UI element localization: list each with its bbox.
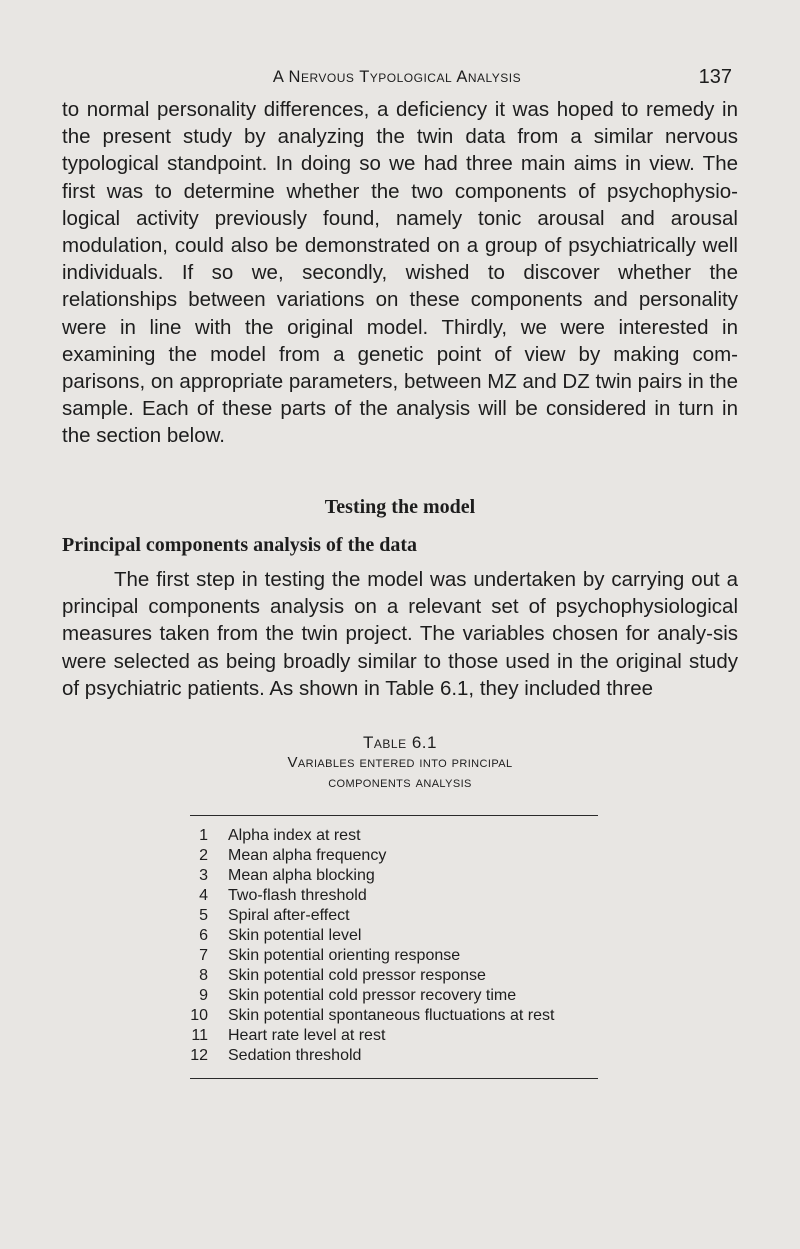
row-label: Sedation threshold: [228, 1047, 362, 1064]
table-row: [180, 986, 610, 1006]
row-label: Spiral after-effect: [228, 907, 350, 924]
table-row: [180, 966, 610, 986]
row-label: Mean alpha blocking: [228, 867, 375, 884]
row-number: 10: [190, 1007, 208, 1024]
body-paragraph: to normal personality differences, a deficiency it was hoped to remedy in the present study by analyzing the twin data from a similar nervous typological standpoint. In doing so we had three main aims in view. The first was to determine whether the two components of psychophysio-logical activity previously found, namely tonic arousal and arousal modulation, could also be demonstrated on a group of psychiatrically well individuals. If so we, secondly, wished to discover whether the relationships between variations on these components and personality were in line with the original model. Thirdly, we were interested in examining the model from a genetic point of view by making com-parisons, on appropriate parameters, between MZ and DZ twin pairs in the sample. Each of these parts of the analysis will be considered in turn in the section below.: [62, 98, 738, 448]
row-label: Skin potential spontaneous fluctuations at rest: [228, 1007, 555, 1024]
row-number: 8: [199, 967, 208, 984]
table-row: [180, 846, 610, 866]
row-number: 12: [190, 1047, 208, 1064]
row-label: Mean alpha frequency: [228, 847, 387, 864]
table-row: [180, 926, 610, 946]
table-caption: [150, 733, 650, 793]
row-label: Skin potential cold pressor response: [228, 967, 486, 984]
row-label: Heart rate level at rest: [228, 1027, 386, 1044]
table-bottom-rule: [190, 1078, 598, 1079]
page-number: 137: [698, 66, 732, 88]
row-number: 3: [199, 867, 208, 884]
table-title-line: components analysis: [328, 774, 472, 791]
row-label: Two-flash threshold: [228, 887, 367, 904]
section-title: Testing the model: [324, 496, 476, 518]
table-row: [180, 1006, 610, 1026]
row-label: Skin potential level: [228, 927, 362, 944]
table-row: [180, 1046, 610, 1066]
row-label: Skin potential orienting response: [228, 947, 461, 964]
row-number: 7: [199, 947, 208, 964]
table-row: [180, 906, 610, 926]
row-number: 5: [199, 907, 208, 924]
table-row: [180, 1026, 610, 1046]
table-row: [180, 866, 610, 886]
subsection-title: Principal components analysis of the data: [62, 534, 418, 556]
row-label: Skin potential cold pressor recovery time: [228, 987, 517, 1004]
body-paragraph: The first step in testing the model was undertaken by carrying out a principal components analysis on a relevant set of psychophysiological measures taken from the twin project. The variables chosen for analy-sis were selected as being broadly similar to those used in the original study of psychiatric patients. As shown in Table 6.1, they included three: [62, 568, 738, 700]
row-number: 9: [199, 987, 208, 1004]
variable-list: [180, 826, 610, 1066]
table-title-line: Variables entered into principal: [287, 754, 513, 771]
table-row: [180, 946, 610, 966]
running-title: A Nervous Typological Analysis: [272, 68, 522, 86]
table-top-rule: [190, 815, 598, 816]
row-number: 1: [199, 827, 208, 844]
running-head: [62, 66, 732, 90]
row-number: 4: [199, 887, 208, 904]
row-number: 6: [199, 927, 208, 944]
row-number: 11: [191, 1027, 208, 1044]
table-row: [180, 826, 610, 846]
table-label: Table 6.1: [363, 733, 437, 752]
row-number: 2: [199, 847, 208, 864]
table-row: [180, 886, 610, 906]
row-label: Alpha index at rest: [228, 827, 361, 844]
